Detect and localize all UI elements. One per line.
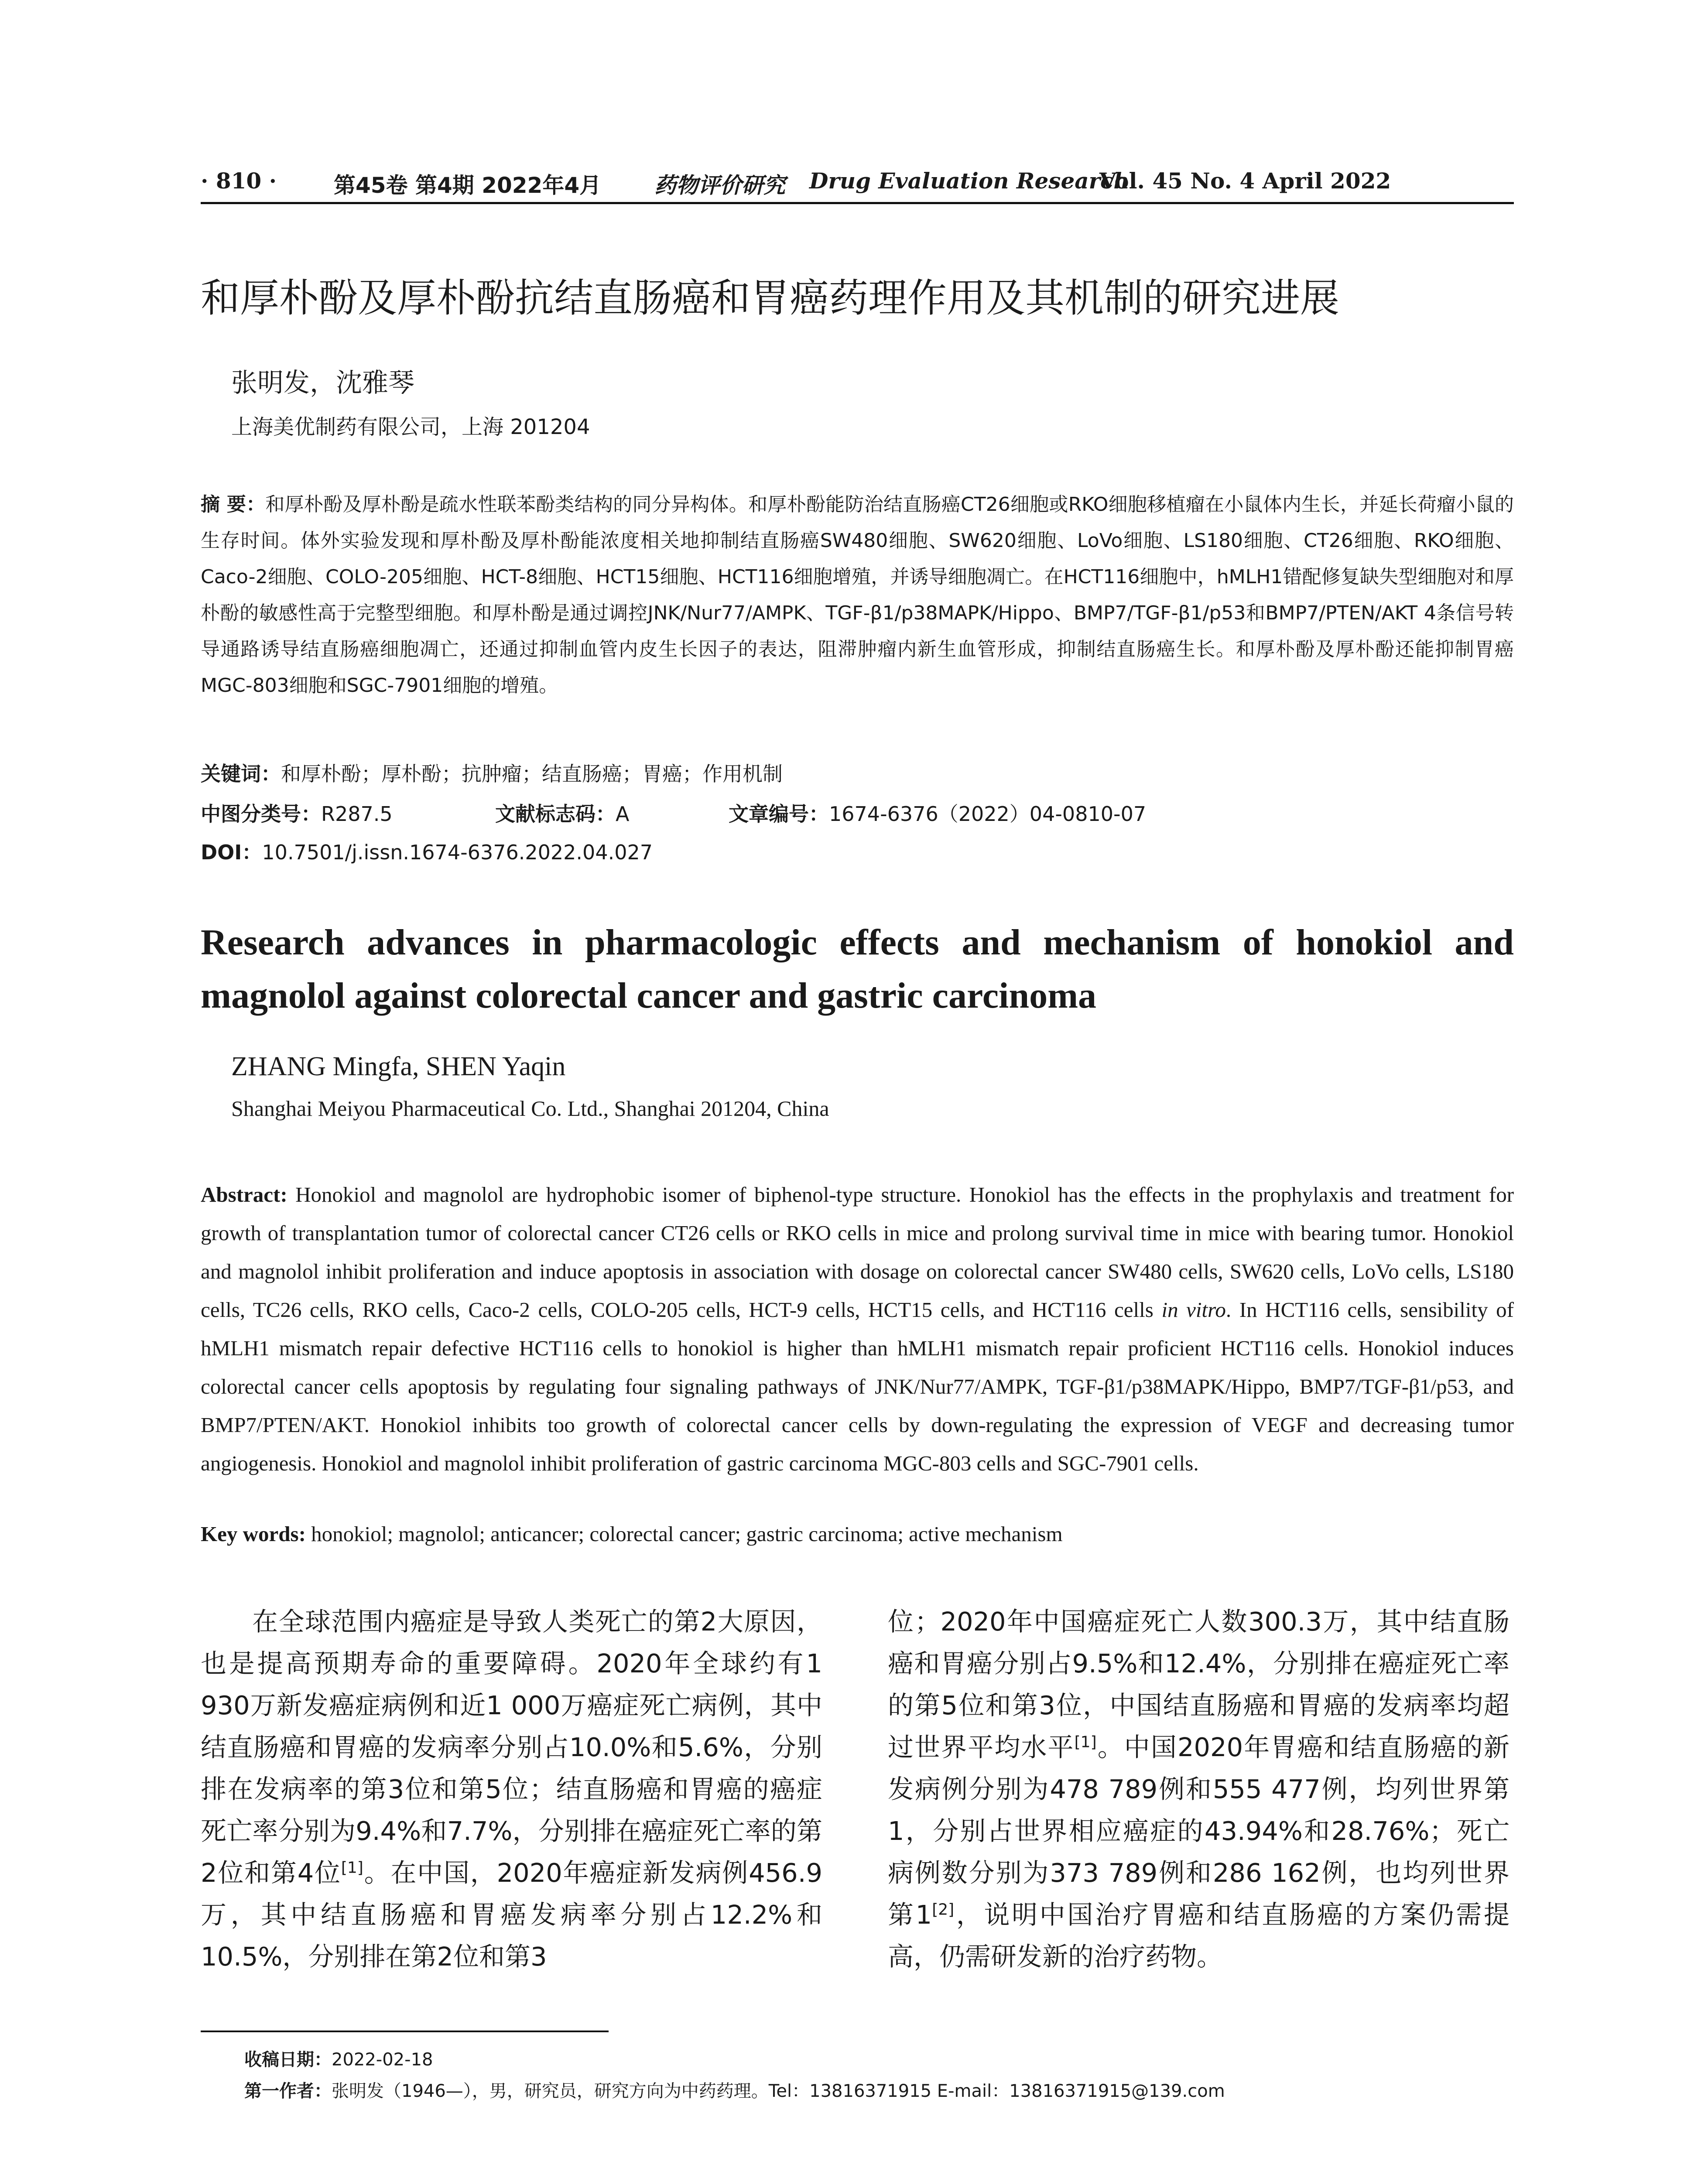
first-author-label: 第一作者： [244,2081,332,2101]
body-right-text-a: 位；2020年中国癌症死亡人数300.3万，其中结直肠癌和胃癌分别占9.5%和12.4%，分别排在癌症死亡率的第5位和第3位，中国结直肠癌和胃癌的发病率均超过世界平均水平 [888,1607,1509,1762]
keywords-en-label: Key words: [201,1522,306,1546]
journal-name-en: Drug Evaluation Research [809,168,1130,194]
running-header [201,168,1514,199]
doi-line [201,837,653,865]
keywords-en-text: honokiol; magnolol; anticancer; colorectal cancer; gastric carcinoma; active mechanism [311,1522,1063,1546]
footnote-author [244,2077,1225,2102]
footnote-rule [201,2031,609,2032]
keywords-cn-label: 关键词： [201,762,281,786]
received-value: 2022-02-18 [332,2050,433,2070]
abstract-en-italic: in vitro [1161,1298,1226,1322]
doc-code-label: 文献标志码： [495,802,616,826]
doi-value: 10.7501/j.issn.1674-6376.2022.04.027 [262,841,653,864]
abstract-en-text-1: Honokiol and magnolol are hydrophobic isomer of biphenol-type structure. Honokiol has the effects in the prophylaxis and treatment for growth of transplantation tumor of colorectal cancer CT26 cells or RKO cells in mice and prolong survival time in mice with bearing tumor. Honokiol and magnolol inhibit proliferation and induce apoptosis in association with dosage on colorectal cancer SW480 cells, SW620 cells, LoVo cells, LS180 cells, TC26 cells, RKO cells, Caco-2 cells, COLO-205 cells, HCT-9 cells, HCT15 cells, and HCT116 cells [201,1183,1514,1322]
body-left-text-b: 。在中国，2020年癌症新发病例456.9万，其中结直肠癌和胃癌发病率分别占12.2%和10.5%，分别排在第2位和第3 [201,1858,823,1972]
body-column-right [888,1601,1509,1978]
article-no-value: 1674-6376（2022）04-0810-07 [829,802,1147,826]
article-title-cn: 和厚朴酚及厚朴酚抗结直肠癌和胃癌药理作用及其机制的研究进展 [201,275,1339,321]
issue-en: Vol. 45 No. 4 April 2022 [1099,168,1391,194]
citation-ref[interactable]: [1] [341,1859,363,1877]
doc-code-value: A [616,802,630,826]
abstract-en-label: Abstract: [201,1183,288,1207]
body-column-left [201,1601,822,1978]
abstract-cn-label: 摘 要： [201,493,266,516]
keywords-cn-text: 和厚朴酚；厚朴酚；抗肿瘤；结直肠癌；胃癌；作用机制 [281,762,783,786]
doi-label: DOI： [201,841,262,864]
affiliation-cn: 上海美优制药有限公司，上海 201204 [231,415,590,439]
abstract-en-text-2: . In HCT116 cells, sensibility of hMLH1 mismatch repair defective HCT116 cells to honokiol is higher than hMLH1 mismatch repair proficient HCT116 cells. Honokiol induces colorectal cancer cells apoptosis by regulating four signaling pathways of JNK/Nur77/AMPK, TGF-β1/p38MAPK/Hippo, BMP7/TGF-β1/p53, and BMP7/PTEN/AKT. Honokiol inhibits too growth of colorectal cancer cells by down-regulating the expression of VEGF and decreasing tumor angiogenesis. Honokiol and magnolol inhibit proliferation of gastric carcinoma MGC-803 cells and SGC-7901 cells. [201,1298,1514,1475]
clc-value: R287.5 [321,802,393,826]
header-rule [201,202,1514,204]
keywords-cn [201,758,783,787]
article-title-en: Research advances in pharmacologic effects and mechanism of honokiol and magnolol against colorectal cancer and gastric carcinoma [201,922,1514,1016]
affiliation-en: Shanghai Meiyou Pharmaceutical Co. Ltd., Shanghai 201204, China [231,1096,829,1121]
authors-cn: 张明发，沈雅琴 [231,368,414,398]
keywords-en [201,1521,1514,1546]
clc-label: 中图分类号： [201,802,321,826]
journal-logo-cn: 药物评价研究 [654,172,785,198]
classification-line [201,798,1514,824]
citation-ref[interactable]: [2] [932,1901,955,1919]
footnote-received [244,2046,433,2071]
citation-ref[interactable]: [1] [1074,1733,1097,1751]
first-author-value: 张明发（1946—），男，研究员，研究方向为中药药理。Tel：13816371915 E-mail：13816371915@139.com [332,2081,1225,2101]
body-right-text-b: 。中国2020年胃癌和结直肠癌的新发病例分别为478 789例和555 477例，均列世界第1，分别占世界相应癌症的43.94%和28.76%；死亡病例数分别为373 789例和286 162例，也均列世界第1 [888,1732,1509,1930]
body-left-text-a: 在全球范围内癌症是导致人类死亡的第2大原因，也是提高预期寿命的重要障碍。2020年全球约有1 930万新发癌症病例和近1 000万癌症死亡病例，其中结直肠癌和胃癌的发病率分别占10.0%和5.6%，分别排在发病率的第3位和第5位；结直肠癌和胃癌的癌症死亡率分别为9.4%和7.7%，分别排在癌症死亡率的第2位和第4位 [201,1607,822,1888]
article-no-label: 文章编号： [729,802,829,826]
abstract-en [201,1176,1514,1483]
received-label: 收稿日期： [244,2050,332,2070]
abstract-cn-text: 和厚朴酚及厚朴酚是疏水性联苯酚类结构的同分异构体。和厚朴酚能防治结直肠癌CT26细胞或RKO细胞移植瘤在小鼠体内生长，并延长荷瘤小鼠的生存时间。体外实验发现和厚朴酚及厚朴酚能浓度相关地抑制结直肠癌SW480细胞、SW620细胞、LoVo细胞、LS180细胞、CT26细胞、RKO细胞、Caco-2细胞、COLO-205细胞、HCT-8细胞、HCT15细胞、HCT116细胞增殖，并诱导细胞凋亡。在HCT116细胞中，hMLH1错配修复缺失型细胞对和厚朴酚的敏感性高于完整型细胞。和厚朴酚是通过调控JNK/Nur77/AMPK、TGF-β1/p38MAPK/Hippo、BMP7/TGF-β1/p53和BMP7/PTEN/AKT 4条信号转导通路诱导结直肠癌细胞凋亡，还通过抑制血管内皮生长因子的表达，阻滞肿瘤内新生血管形成，抑制结直肠癌生长。和厚朴酚及厚朴酚还能抑制胃癌MGC-803细胞和SGC-7901细胞的增殖。 [201,493,1514,697]
body-right-text-c: ，说明中国治疗胃癌和结直肠癌的方案仍需提高，仍需研发新的治疗药物。 [888,1900,1509,1972]
abstract-cn [201,486,1514,704]
issue-cn: 第45卷 第4期 2022年4月 [334,173,602,198]
authors-en: ZHANG Mingfa, SHEN Yaqin [231,1052,566,1081]
page-number: · 810 · [201,168,277,194]
